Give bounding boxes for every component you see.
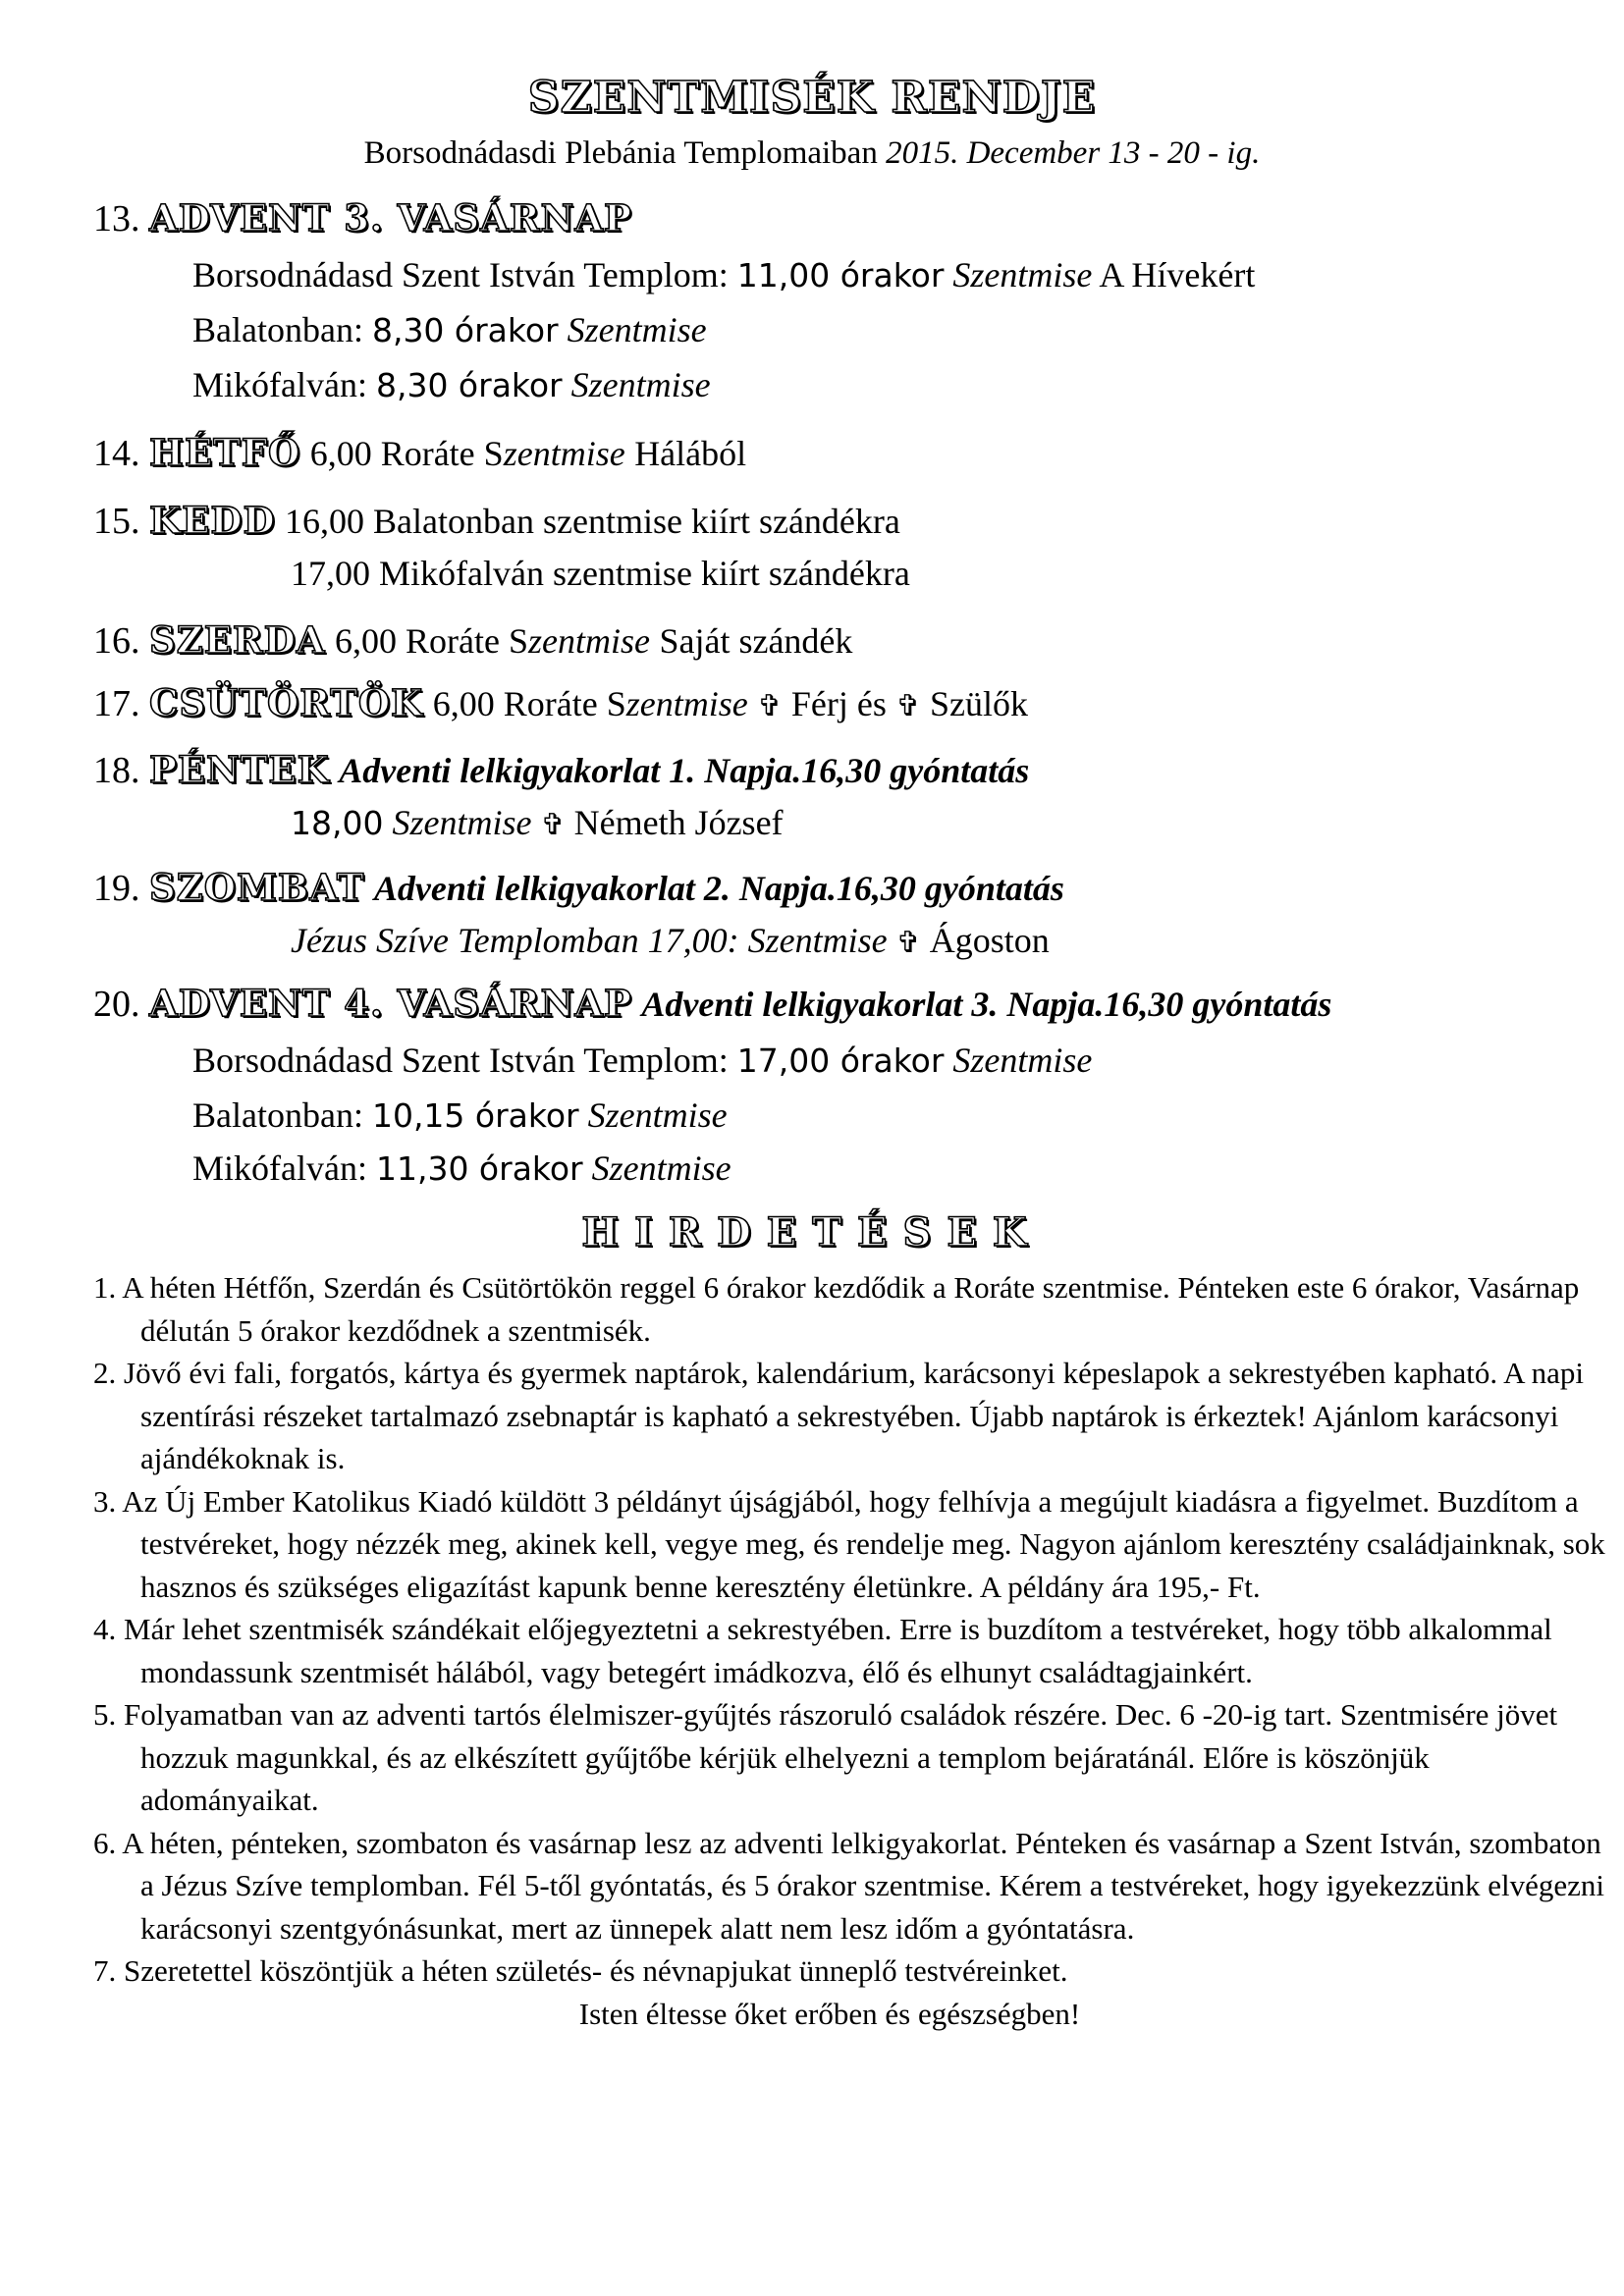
church-name: Borsodnádasd Szent István Templom: <box>192 255 729 294</box>
mass-label-initial: S <box>606 684 626 723</box>
announcement-item: 5. Folyamatban van az adventi tartós élelmiszer-gyűjtés rászoruló családok részére. Dec. 6 -20-ig tart. Szentmisére jövet hozzuk magunkkal, és az elkészített gyűjtőbe kérjük elhelyezni a templom bejáratánál. Előre is köszönjük adományaikat. <box>93 1697 1558 1817</box>
announcement-item: 3. Az Új Ember Katolikus Kiadó küldött 3 példányt újságjából, hogy felhívja a megújult kiadásra a figyelmet. Buzdítom a testvéreket, hogy nézzék meg, akinek kell, vegye meg, és rendelje meg. Nagyon ajánlom keresztény családjainknak, sok hasznos és szükséges eligazítást kapunk benne keresztény életünkre. A példány ára 195,- Ft. <box>93 1483 1605 1604</box>
mass-intention: Szülők <box>929 684 1028 723</box>
announcements-title: HIRDETÉSEK <box>581 1209 1043 1255</box>
cross-icon: ✞ <box>540 808 566 842</box>
retreat-note: Adventi lelkigyakorlat 1. Napja.16,30 gyóntatás <box>339 751 1030 790</box>
subtitle-parish: Borsodnádasdi Plebánia Templomaiban <box>363 135 878 171</box>
announcements-list <box>93 1266 1605 2035</box>
day-name: SZERDA <box>149 618 326 662</box>
day-number: 20. <box>93 984 140 1025</box>
mass-line <box>291 805 784 840</box>
mass-label: zentmise <box>527 621 650 661</box>
mass-line <box>291 923 1050 958</box>
day-number: 18. <box>93 750 140 791</box>
mass-time: 10,15 órakor <box>371 1096 579 1135</box>
church-name: Jézus Szíve Templomban 17,00: <box>291 921 739 960</box>
schedule-day-17 <box>93 681 1028 724</box>
day-name: ADVENT 3. VASÁRNAP <box>149 196 632 240</box>
mass-time: 6,00 Roráte <box>334 621 500 661</box>
cross-icon: ✞ <box>757 689 783 723</box>
announcement-item: 4. Már lehet szentmisék szándékait előjegyeztetni a sekrestyében. Erre is buzdítom a testvéreket, hogy több alkalommal mondassunk szentmisét hálából, vagy betegért imádkozva, élő és elhunyt családtagjainkért. <box>93 1612 1552 1689</box>
mass-intention: Férj és <box>790 684 887 723</box>
mass-line: 17,00 Mikófalván szentmise kiírt szándékra <box>291 554 910 593</box>
mass-time: 8,30 órakor <box>375 366 563 404</box>
church-name: Mikófalván: <box>192 365 367 404</box>
announcement-item: 7. Szeretettel köszöntjük a héten születés- és névnapjukat ünneplő testvéreinket. <box>93 1953 1068 1988</box>
day-name: KEDD <box>149 499 276 542</box>
mass-label: Szentmise <box>591 1148 731 1188</box>
page-subtitle <box>0 135 1624 172</box>
mass-time: 17,00 órakor <box>736 1041 945 1080</box>
church-name: Mikófalván: <box>192 1148 367 1188</box>
mass-label-initial: S <box>483 434 504 473</box>
announcement-item: 1. A héten Hétfőn, Szerdán és Csütörtökön reggel 6 órakor kezdődik a Roráte szentmise. Pénteken este 6 órakor, Vasárnap délután 5 órakor kezdődnek a szentmisék. <box>93 1270 1580 1348</box>
mass-line <box>192 1097 728 1133</box>
schedule-day-14 <box>93 431 747 474</box>
church-name: Balatonban: <box>192 310 363 349</box>
cross-icon: ✞ <box>895 689 921 723</box>
mass-intention: Ágoston <box>929 921 1050 960</box>
mass-label: zentmise <box>503 434 625 473</box>
mass-time: 8,30 órakor <box>371 311 559 349</box>
mass-label: Szentmise <box>952 255 1093 294</box>
mass-time: 11,00 órakor <box>736 256 945 294</box>
church-name: Balatonban: <box>192 1095 363 1135</box>
retreat-note: Adventi lelkigyakorlat 3. Napja.16,30 gyóntatás <box>641 985 1332 1024</box>
mass-label: Szentmise <box>587 1095 728 1135</box>
subtitle-date-range: 2015. December 13 - 20 - ig. <box>886 135 1261 171</box>
schedule-day-15 <box>93 499 900 542</box>
day-name: ADVENT 4. VASÁRNAP <box>149 982 632 1025</box>
mass-line <box>192 367 711 402</box>
day-number: 19. <box>93 868 140 909</box>
mass-intention: A Hívekért <box>1099 255 1256 294</box>
schedule-day-16 <box>93 618 853 662</box>
day-number: 15. <box>93 501 140 542</box>
closing-blessing: Isten éltesse őket erőben és egészségben! <box>578 1996 1081 2031</box>
mass-time: 6,00 Roráte <box>309 434 475 473</box>
mass-line <box>192 1150 731 1186</box>
mass-intention: Németh József <box>573 803 784 842</box>
mass-label: Szentmise <box>747 921 888 960</box>
day-name: PÉNTEK <box>149 748 330 791</box>
announcement-item: 2. Jövő évi fali, forgatós, kártya és gyermek naptárok, kalendárium, karácsonyi képeslapok a sekrestyében kapható. A napi szentírási részeket tartalmazó zsebnaptár is kapható a sekrestyében. Újabb naptárok is érkeztek! Ajánlom karácsonyi ajándékoknak is. <box>93 1356 1584 1475</box>
mass-time: 11,30 órakor <box>375 1149 583 1188</box>
day-name: CSÜTÖRTÖK <box>149 681 424 724</box>
schedule-day-20 <box>93 982 1332 1025</box>
day-number: 16. <box>93 620 140 662</box>
day-name: HÉTFŐ <box>149 431 301 474</box>
day-number: 13. <box>93 198 140 240</box>
page-title: SZENTMISÉK RENDJE <box>527 73 1097 123</box>
announcement-item: 6. A héten, pénteken, szombaton és vasárnap lesz az adventi lelkigyakorlat. Pénteken és vasárnap a Szent István, szombaton a Jézus Szíve templomban. Fél 5-től gyóntatás, és 5 órakor szentmise. Kérem a testvéreket, hogy igyekezzünk elvégezni karácsonyi szentgyónásunkat, mert az ünnepek alatt nem lesz időm a gyóntatásra. <box>93 1825 1604 1946</box>
day-number: 14. <box>93 433 140 474</box>
mass-intention: Hálából <box>634 434 747 473</box>
mass-label: Szentmise <box>570 365 711 404</box>
cross-icon: ✞ <box>895 926 921 960</box>
mass-label-initial: S <box>508 621 528 661</box>
mass-line <box>192 257 1255 293</box>
schedule-day-18 <box>93 748 1030 791</box>
mass-line <box>192 1042 1092 1078</box>
day-name: SZOMBAT <box>149 866 365 909</box>
mass-line <box>192 312 707 347</box>
mass-time: 6,00 Roráte <box>432 684 598 723</box>
schedule-day-13 <box>93 196 632 240</box>
mass-label: Szentmise <box>392 803 532 842</box>
mass-detail: 16,00 Balatonban szentmise kiírt szándékra <box>285 502 900 541</box>
mass-time: 18,00 <box>291 804 384 842</box>
mass-intention: Saját szándék <box>659 621 853 661</box>
schedule-day-19 <box>93 866 1064 909</box>
retreat-note: Adventi lelkigyakorlat 2. Napja.16,30 gyóntatás <box>373 869 1064 908</box>
mass-label: zentmise <box>625 684 748 723</box>
mass-label: Szentmise <box>567 310 707 349</box>
church-name: Borsodnádasd Szent István Templom: <box>192 1041 729 1080</box>
day-number: 17. <box>93 683 140 724</box>
mass-label: Szentmise <box>952 1041 1093 1080</box>
